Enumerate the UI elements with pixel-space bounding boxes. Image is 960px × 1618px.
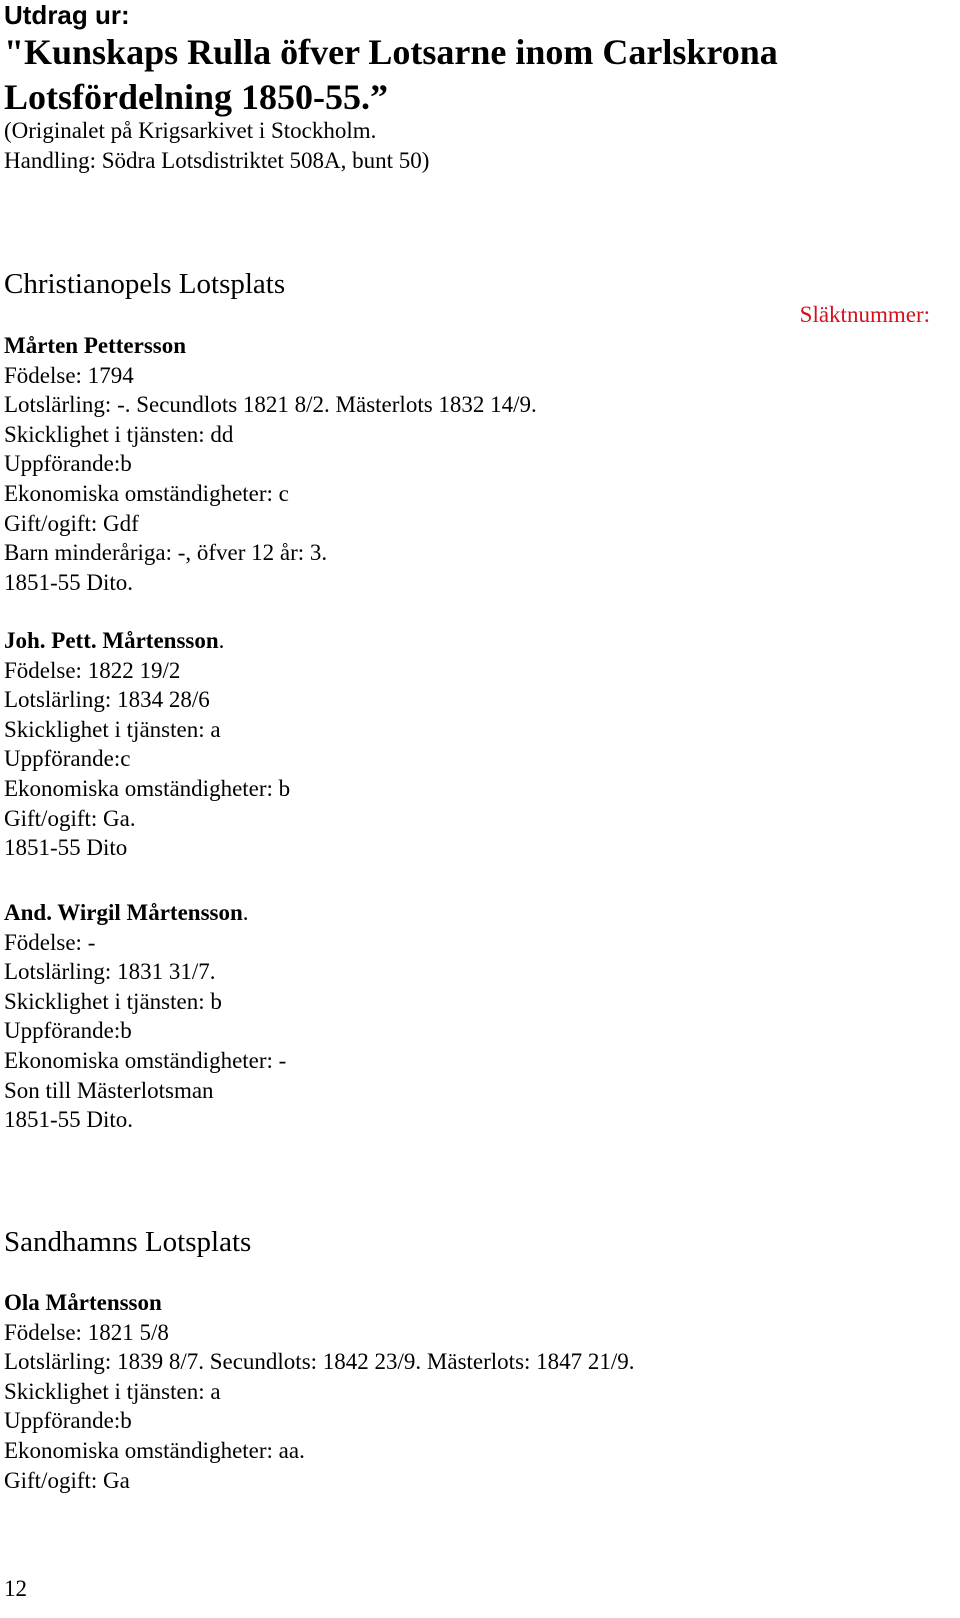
person-name: Ola Mårtensson	[4, 1290, 162, 1315]
source-line-1: (Originalet på Krigsarkivet i Stockholm.	[4, 118, 377, 143]
entry-line: Gift/ogift: Ga.	[4, 805, 136, 831]
entry-line: Födelse: 1794	[4, 362, 134, 388]
excerpt-label: Utdrag ur:	[4, 0, 130, 30]
entry-line: Lotslärling: 1839 8/7. Secundlots: 1842 23/9. Mästerlots: 1847 21/9.	[4, 1349, 635, 1375]
person-name: Mårten Pettersson	[4, 333, 187, 358]
person-entry	[4, 331, 537, 597]
entry-line: Ekonomiska omständigheter: c	[4, 480, 289, 506]
entry-line: Skicklighet i tjänsten: a	[4, 716, 221, 742]
entry-line: Födelse: 1822 19/2	[4, 657, 181, 683]
entry-line: Skicklighet i tjänsten: dd	[4, 421, 234, 447]
entry-line: Gift/ogift: Gdf	[4, 510, 139, 536]
entry-line: 1851-55 Dito.	[4, 1107, 134, 1133]
entry-line: Uppförande:b	[4, 1018, 132, 1044]
person-entry	[4, 898, 286, 1135]
entry-line: Ekonomiska omständigheter: b	[4, 775, 291, 801]
document-title-line-2: Lotsfördelning 1850-55.”	[4, 77, 389, 117]
entry-line: Skicklighet i tjänsten: a	[4, 1378, 221, 1404]
section-heading: Sandhamns Lotsplats	[4, 1226, 252, 1258]
name-suffix: .	[218, 628, 225, 653]
entry-line: Födelse: -	[4, 929, 96, 955]
entry-line: 1851-55 Dito	[4, 835, 128, 861]
name-suffix: .	[242, 900, 249, 925]
source-line-2: Handling: Södra Lotsdistriktet 508A, bunt 50)	[4, 148, 430, 173]
entry-line: Uppförande:b	[4, 1408, 132, 1434]
entry-line: Son till Mästerlotsman	[4, 1077, 214, 1103]
page-number: 12	[4, 1576, 27, 1601]
entry-line: Lotslärling: 1834 28/6	[4, 687, 210, 713]
person-entry	[4, 626, 290, 863]
entry-line: Uppförande:c	[4, 746, 131, 772]
entry-line: Ekonomiska omständigheter: aa.	[4, 1437, 305, 1463]
entry-line: Skicklighet i tjänsten: b	[4, 988, 222, 1014]
slaktnummer-label: Släktnummer:	[799, 302, 930, 327]
document-title-line-1: "Kunskaps Rulla öfver Lotsarne inom Carlskrona	[4, 32, 778, 72]
entry-line: Uppförande:b	[4, 451, 132, 477]
entry-line: Barn minderåriga: -, öfver 12 år: 3.	[4, 540, 328, 566]
person-name: And. Wirgil Mårtensson	[4, 900, 243, 925]
person-name: Joh. Pett. Mårtensson	[4, 628, 219, 653]
entry-line: Lotslärling: 1831 31/7.	[4, 959, 216, 985]
entry-line: Födelse: 1821 5/8	[4, 1319, 169, 1345]
entry-line: 1851-55 Dito.	[4, 569, 134, 595]
entry-line: Gift/ogift: Ga	[4, 1467, 130, 1493]
entry-line: Ekonomiska omständigheter: -	[4, 1047, 287, 1073]
entry-line: Lotslärling: -. Secundlots 1821 8/2. Mästerlots 1832 14/9.	[4, 392, 537, 418]
section-heading: Christianopels Lotsplats	[4, 268, 286, 300]
person-entry	[4, 1288, 635, 1495]
